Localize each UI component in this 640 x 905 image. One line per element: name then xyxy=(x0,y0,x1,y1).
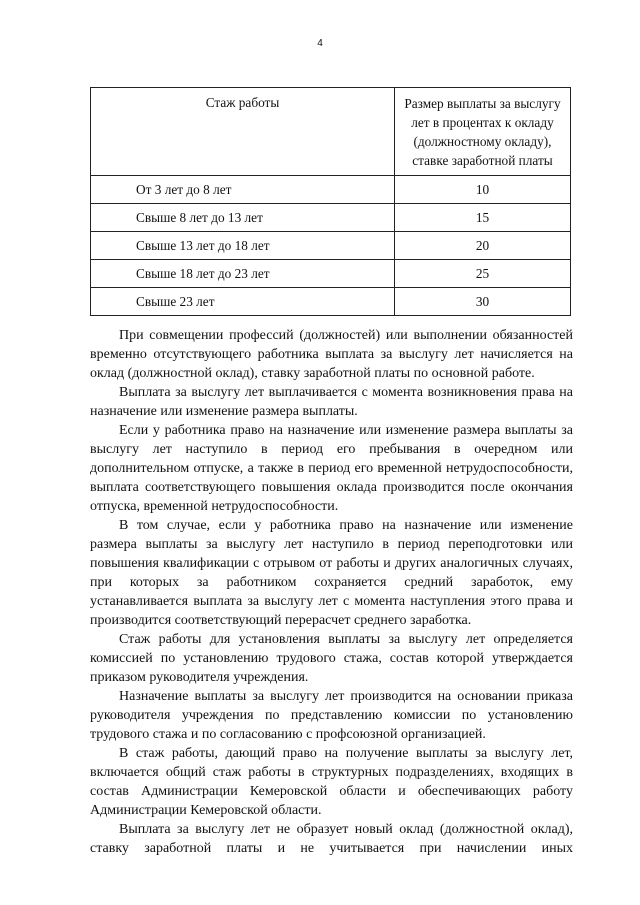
payment-percent: 30 xyxy=(395,288,571,316)
table-row xyxy=(91,232,571,260)
seniority-range: Свыше 8 лет до 13 лет xyxy=(91,204,395,232)
seniority-range: Свыше 23 лет xyxy=(91,288,395,316)
paragraph-appointment-order: Назначение выплаты за выслугу лет производится на основании приказа руководителя учреждения по представлению комиссии по установлению трудового стажа и по согласованию с профсоюзной организацией. xyxy=(90,689,573,742)
payment-percent: 25 xyxy=(395,260,571,288)
payment-percent: 20 xyxy=(395,232,571,260)
page-number: 4 xyxy=(317,38,323,49)
paragraph-combined-duties: При совмещении профессий (должностей) или выполнении обязанностей временно отсутствующего работника выплата за выслугу лет начисляется на оклад (должностной оклад), ставку заработной платы по основной работе. xyxy=(90,328,573,381)
column-header-payment-percent: Размер выплаты за выслугу лет в процентах к окладу (должностному окладу), ставке заработной платы xyxy=(395,88,571,176)
payment-percent: 10 xyxy=(395,176,571,204)
paragraph-seniority-commission: Стаж работы для установления выплаты за выслугу лет определяется комиссией по установлению трудового стажа, состав которой утверждается приказом руководителя учреждения. xyxy=(90,632,573,685)
seniority-pay-table xyxy=(90,87,571,316)
paragraph-no-new-salary: Выплата за выслугу лет не образует новый оклад (должностной оклад), ставку заработной платы и не учитывается при начислении иных xyxy=(90,822,573,856)
table-row xyxy=(91,288,571,316)
seniority-range: От 3 лет до 8 лет xyxy=(91,176,395,204)
paragraph-retraining: В том случае, если у работника право на назначение или изменение размера выплаты за выслугу лет наступило в период переподготовки или повышения квалификации с отрывом от работы и других аналогичных случаях, при которых за работником сохраняется средний заработок, ему устанавливается выплата за выслугу лет с момента наступления этого права и производится соответствующий перерасчет среднего заработка. xyxy=(90,518,573,628)
table-row xyxy=(91,176,571,204)
document-body xyxy=(90,326,573,858)
paragraph-seniority-inclusion: В стаж работы, дающий право на получение выплаты за выслугу лет, включается общий стаж работы в структурных подразделениях, входящих в состав Администрации Кемеровской области и обеспечивающих работу Администрации Кемеровской области. xyxy=(90,746,573,818)
payment-percent: 15 xyxy=(395,204,571,232)
seniority-range: Свыше 18 лет до 23 лет xyxy=(91,260,395,288)
column-header-seniority: Стаж работы xyxy=(91,88,395,176)
paragraph-vacation-sick-leave: Если у работника право на назначение или изменение размера выплаты за выслугу лет наступило в период его пребывания в очередном или дополнительном отпуске, а также в период его временной нетрудоспособности, выплата соответствующего повышения оклада производится после окончания отпуска, временной нетрудоспособности. xyxy=(90,423,573,514)
table-row xyxy=(91,260,571,288)
table-row xyxy=(91,204,571,232)
paragraph-payment-start: Выплата за выслугу лет выплачивается с момента возникновения права на назначение или изменение размера выплаты. xyxy=(90,385,573,419)
seniority-range: Свыше 13 лет до 18 лет xyxy=(91,232,395,260)
table-header-row xyxy=(91,88,571,176)
